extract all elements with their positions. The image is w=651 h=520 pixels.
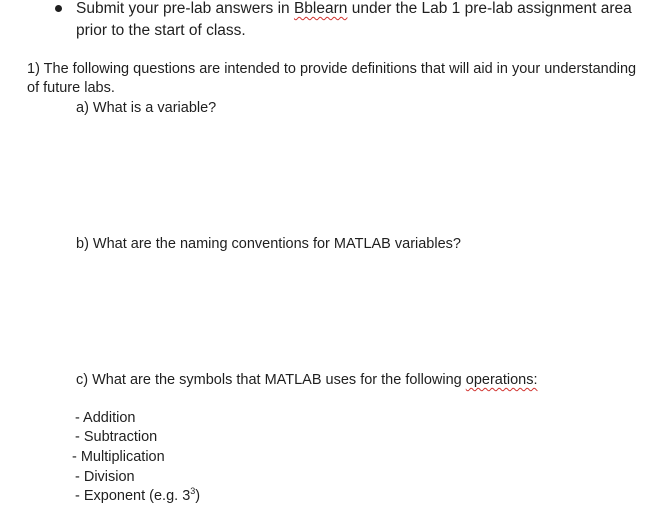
operation-multiplication: - Multiplication	[72, 449, 165, 465]
question-1c	[76, 371, 538, 390]
bblearn-word: Bblearn	[293, 0, 348, 17]
bullet-text-before: Submit your pre-lab answers in	[76, 0, 294, 17]
bullet-line-2: prior to the start of class.	[76, 22, 246, 39]
exponent-close: )	[195, 488, 201, 504]
question-1a: a) What is a variable?	[76, 100, 217, 116]
question-1-line-2: of future labs.	[27, 80, 115, 96]
operation-subtraction: - Subtraction	[75, 429, 158, 445]
operation-division: - Division	[75, 469, 135, 485]
operation-addition: - Addition	[75, 410, 136, 426]
question-1-line-1: 1) The following questions are intended to provide definitions that will aid in your understanding	[27, 61, 637, 77]
bullet-line-1	[76, 0, 632, 20]
exponent-text: - Exponent (e.g. 3	[75, 488, 191, 504]
operation-exponent	[75, 487, 200, 507]
exponent-superscript: 3	[190, 486, 196, 497]
operations-word: operations:	[465, 372, 538, 388]
question-1c-text: c) What are the symbols that MATLAB uses for the following	[76, 372, 466, 388]
question-1b: b) What are the naming conventions for MATLAB variables?	[76, 236, 461, 252]
bullet-icon	[55, 5, 62, 12]
bullet-text-after: under the Lab 1 pre-lab assignment area	[347, 0, 632, 17]
